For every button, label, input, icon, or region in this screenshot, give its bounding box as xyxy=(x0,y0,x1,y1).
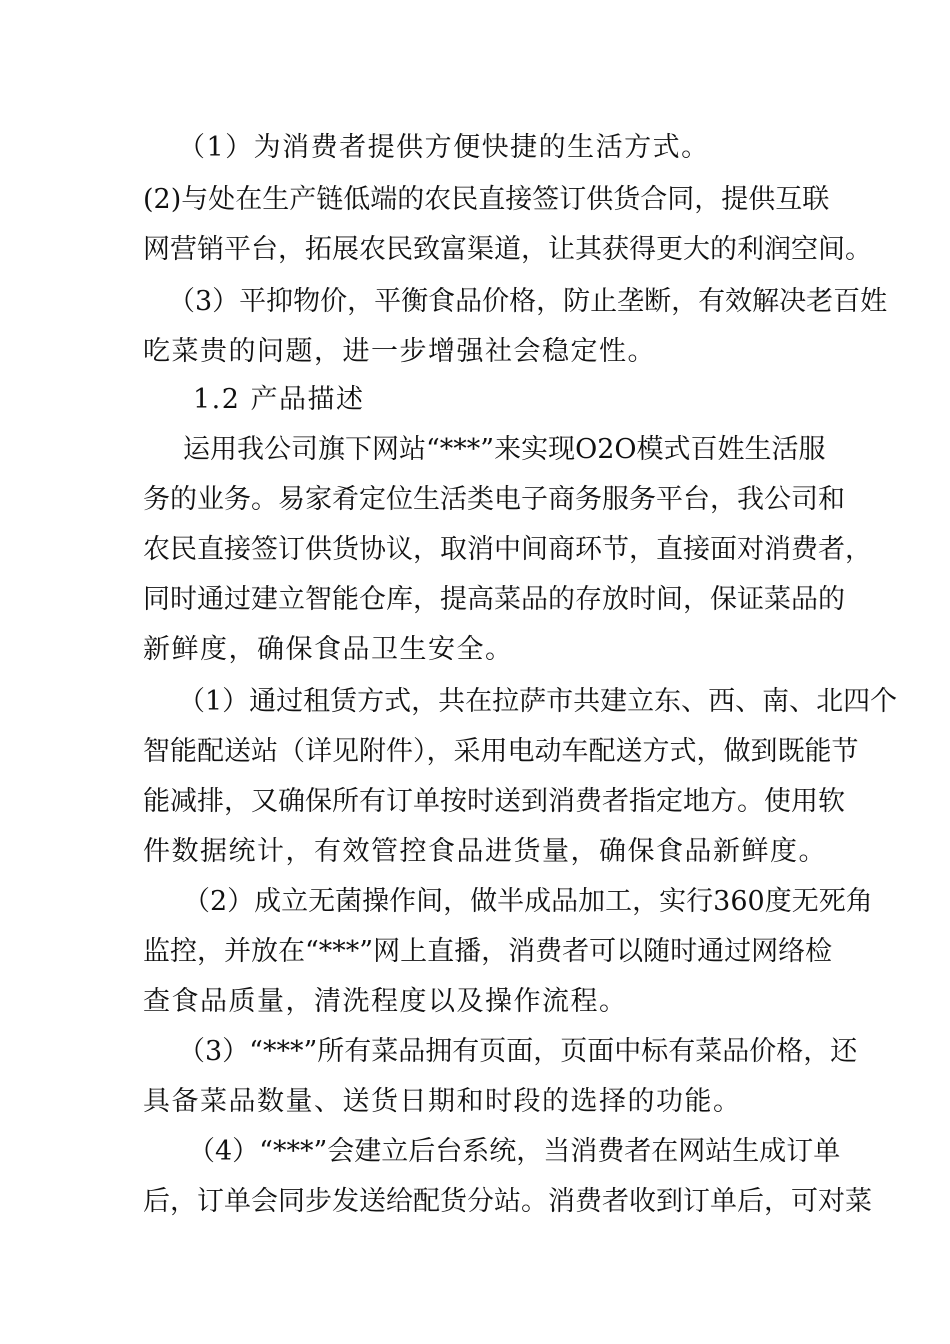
product-description-line-1: 运用我公司旗下网站“***”来实现O2O模式百姓生活服 xyxy=(183,434,826,465)
paragraph-benefit-3-line-1: （3）平抑物价，平衡食品价格，防止垄断，有效解决老百姓 xyxy=(168,286,888,317)
section-heading-1-2: 1.2 产品描述 xyxy=(193,384,365,415)
item-2-line-2: 监控，并放在“***”网上直播，消费者可以随时通过网络检 xyxy=(143,936,833,967)
product-description-line-4: 同时通过建立智能仓库，提高菜品的存放时间，保证菜品的 xyxy=(143,584,845,615)
item-1-line-2: 智能配送站（详见附件），采用电动车配送方式，做到既能节 xyxy=(143,736,859,767)
product-description-line-2: 务的业务。易家肴定位生活类电子商务服务平台，我公司和 xyxy=(143,484,845,515)
item-1-line-1: （1）通过租赁方式，共在拉萨市共建立东、西、南、北四个 xyxy=(178,686,898,717)
paragraph-benefit-3-line-2: 吃菜贵的问题，进一步增强社会稳定性。 xyxy=(143,336,656,367)
item-1-line-4: 件数据统计，有效管控食品进货量，确保食品新鲜度。 xyxy=(143,836,827,867)
item-1-line-3: 能减排，又确保所有订单按时送到消费者指定地方。使用软 xyxy=(143,786,845,817)
item-2-line-1: （2）成立无菌操作间，做半成品加工，实行360度无死角 xyxy=(183,886,873,917)
product-description-line-3: 农民直接签订供货协议，取消中间商环节，直接面对消费者， xyxy=(143,534,872,565)
item-2-line-3: 查食品质量，清洗程度以及操作流程。 xyxy=(143,986,628,1017)
item-3-line-1: （3）“***”所有菜品拥有页面，页面中标有菜品价格，还 xyxy=(178,1036,858,1067)
item-4-line-1: （4）“***”会建立后台系统，当消费者在网站生成订单 xyxy=(188,1136,841,1167)
item-4-line-2: 后，订单会同步发送给配货分站。消费者收到订单后，可对菜 xyxy=(143,1186,872,1217)
paragraph-benefit-1: （1）为消费者提供方便快捷的生活方式。 xyxy=(178,132,710,163)
item-3-line-2: 具备菜品数量、送货日期和时段的选择的功能。 xyxy=(143,1086,742,1117)
paragraph-benefit-2-line-2: 网营销平台，拓展农民致富渠道，让其获得更大的利润空间。 xyxy=(143,234,872,265)
product-description-line-5: 新鲜度，确保食品卫生安全。 xyxy=(143,634,514,665)
paragraph-benefit-2-line-1: (2)与处在生产链低端的农民直接签订供货合同，提供互联 xyxy=(143,184,830,215)
